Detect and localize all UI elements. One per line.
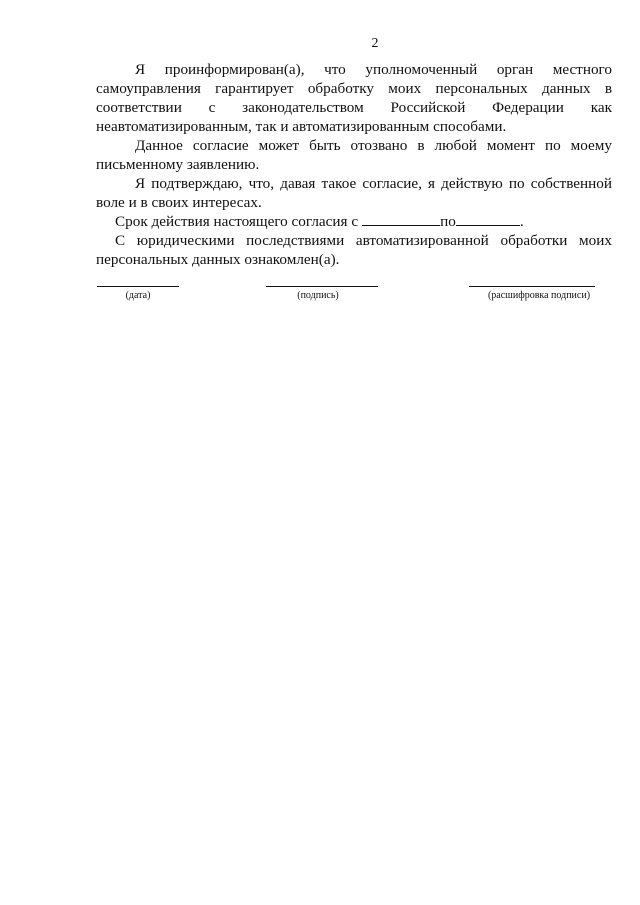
date-caption: (дата) <box>125 290 151 301</box>
signature-decode-block <box>469 286 595 301</box>
signature-date-block <box>97 286 179 301</box>
page-number: 2 <box>371 36 379 51</box>
validity-from-field[interactable] <box>362 212 440 226</box>
date-line[interactable] <box>97 286 179 287</box>
paragraph-informed: Я проинформирован(а), что уполномоченный орган местного самоуправления гарантирует обработку моих персональных данных в соответствии с законодательством Российской Федерации как неавтоматизированным, так и автоматизированным способами. <box>96 61 612 135</box>
validity-to-label: по <box>440 213 456 230</box>
signature-block <box>266 286 378 301</box>
paragraph-consequences: С юридическими последствиями автоматизированной обработки моих персональных данных ознакомлен(а). <box>96 232 612 268</box>
validity-to-field[interactable] <box>456 212 520 226</box>
signature-caption: (подпись) <box>297 290 339 301</box>
paragraph-validity-period <box>96 212 612 231</box>
validity-label: Срок действия настоящего согласия с <box>115 213 359 230</box>
paragraph-confirmation: Я подтверждаю, что, давая такое согласие, я действую по собственной воле и в своих интересах. <box>96 175 612 211</box>
document-body <box>96 60 612 269</box>
signature-line[interactable] <box>266 286 378 287</box>
signature-decode-line[interactable] <box>469 286 595 287</box>
paragraph-revocation: Данное согласие может быть отозвано в любой момент по моему письменному заявлению. <box>96 137 612 173</box>
validity-end-punct: . <box>519 213 524 230</box>
signature-decode-caption: (расшифровка подписи) <box>487 290 591 301</box>
